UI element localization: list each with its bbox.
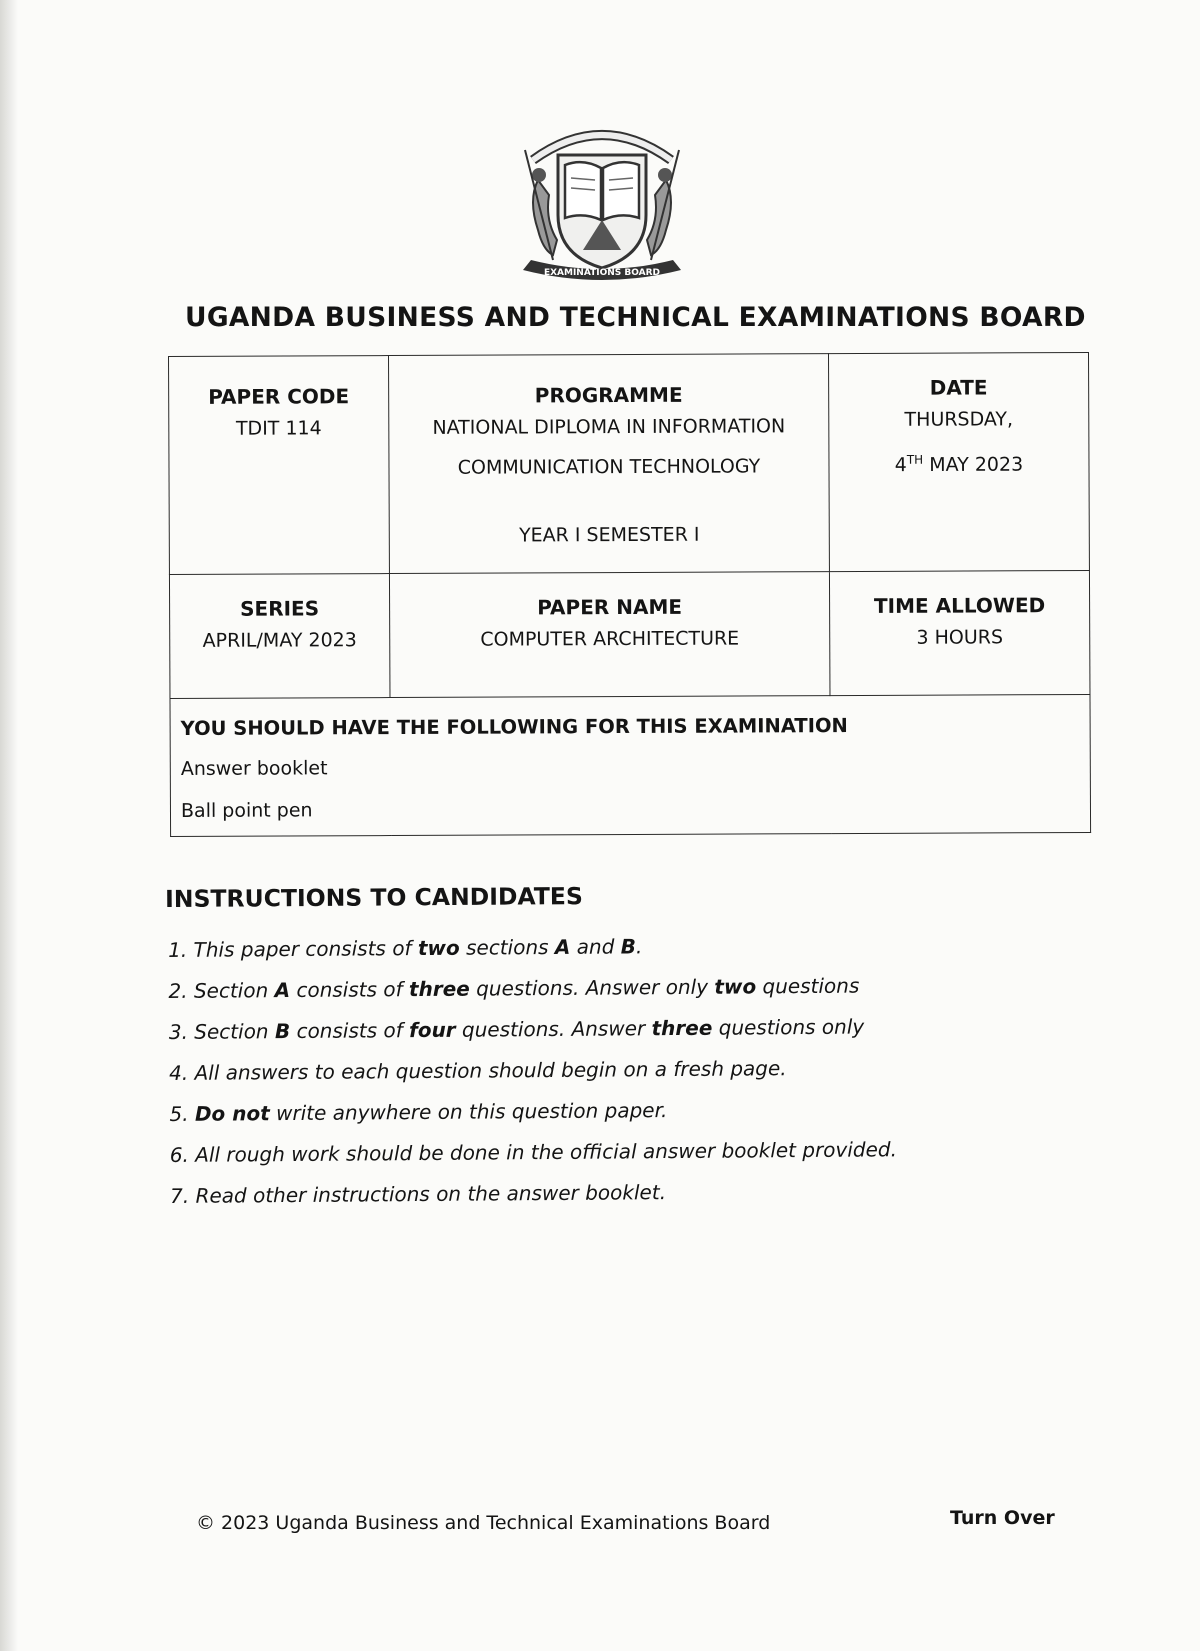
paper-info-table bbox=[168, 352, 1091, 837]
date-label: DATE bbox=[929, 375, 988, 400]
instruction-item: 6. All rough work should be done in the official answer booklet provided. bbox=[169, 1137, 898, 1167]
programme-label: PROGRAMME bbox=[534, 382, 683, 408]
instruction-item: 2. Section A consists of three questions. Answer only two questions bbox=[168, 973, 860, 1003]
info-row-top bbox=[169, 352, 1090, 574]
requirements-title: YOU SHOULD HAVE THE FOLLOWING FOR THIS EXAMINATION bbox=[180, 714, 848, 740]
paper-code-cell bbox=[169, 356, 390, 575]
date-suffix: TH bbox=[906, 452, 924, 467]
paper-code-value: TDIT 114 bbox=[235, 417, 322, 440]
paper-name-value: COMPUTER ARCHITECTURE bbox=[480, 627, 740, 651]
programme-year: YEAR I SEMESTER I bbox=[518, 523, 700, 547]
copyright-notice: © 2023 Uganda Business and Technical Examinations Board bbox=[196, 1512, 771, 1534]
board-crest-logo bbox=[513, 120, 691, 290]
programme-line-1: NATIONAL DIPLOMA IN INFORMATION bbox=[432, 415, 786, 439]
instructions-list bbox=[168, 924, 970, 1217]
logo-banner-text: EXAMINATIONS BOARD bbox=[543, 268, 661, 278]
requirement-item: Answer booklet bbox=[180, 757, 328, 780]
time-allowed-cell bbox=[829, 570, 1090, 695]
programme-line-2: COMMUNICATION TECHNOLOGY bbox=[457, 455, 761, 479]
series-cell bbox=[169, 574, 390, 699]
series-label: SERIES bbox=[240, 596, 320, 621]
programme-cell bbox=[389, 354, 830, 574]
series-value: APRIL/MAY 2023 bbox=[202, 629, 357, 652]
paper-name-cell bbox=[389, 572, 830, 698]
board-title: UGANDA BUSINESS AND TECHNICAL EXAMINATIONS BOARD bbox=[185, 302, 1086, 333]
time-allowed-value: 3 HOURS bbox=[916, 626, 1004, 649]
date-cell bbox=[828, 352, 1089, 571]
date-day: THURSDAY, bbox=[904, 408, 1014, 431]
info-row-middle bbox=[169, 570, 1090, 698]
instruction-item: 7. Read other instructions on the answer booklet. bbox=[169, 1180, 667, 1208]
scan-edge-shadow bbox=[0, 0, 18, 1651]
instruction-item: 4. All answers to each question should begin on a fresh page. bbox=[169, 1056, 787, 1085]
instructions-title: INSTRUCTIONS TO CANDIDATES bbox=[165, 882, 583, 913]
date-rest: MAY 2023 bbox=[923, 453, 1024, 477]
turn-over-label: Turn Over bbox=[950, 1507, 1055, 1529]
paper-name-label: PAPER NAME bbox=[537, 594, 683, 620]
time-allowed-label: TIME ALLOWED bbox=[873, 593, 1046, 618]
instruction-item: 1. This paper consists of two sections A and B. bbox=[168, 934, 643, 962]
paper-code-label: PAPER CODE bbox=[208, 384, 350, 409]
info-row-requirements bbox=[170, 694, 1091, 836]
requirement-item: Ball point pen bbox=[180, 799, 313, 822]
instruction-item: 3. Section B consists of four questions. Answer three questions only bbox=[168, 1014, 865, 1044]
instruction-item: 5. Do not write anywhere on this question paper. bbox=[169, 1098, 668, 1126]
date-value bbox=[829, 439, 1088, 485]
requirements-cell bbox=[170, 694, 1091, 836]
date-num: 4 bbox=[894, 454, 907, 477]
